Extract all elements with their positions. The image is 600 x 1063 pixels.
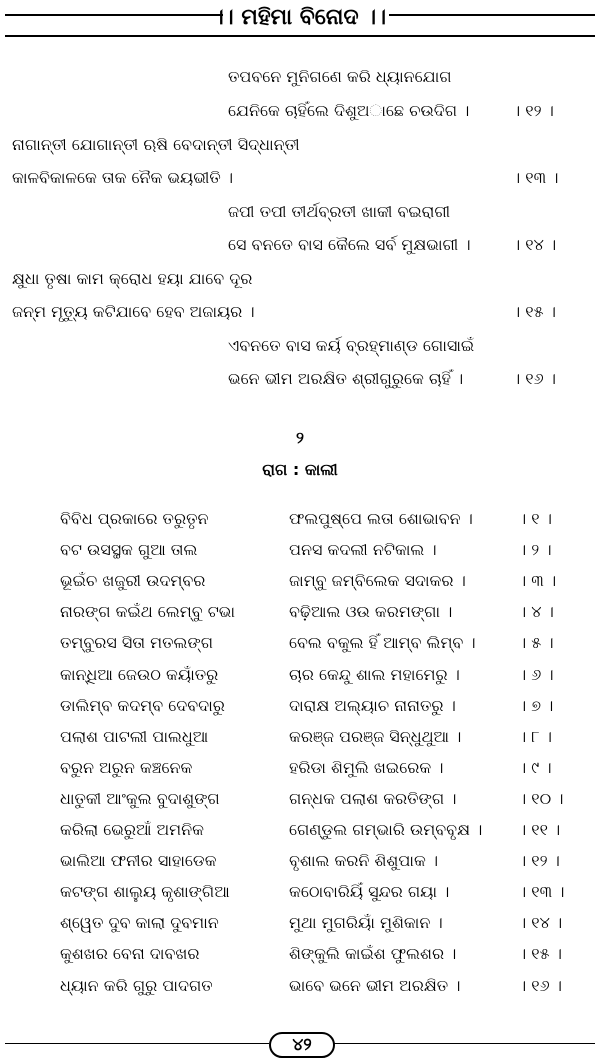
verse-number: । ୧୦ । [519,789,564,808]
section-number: ୨ [296,428,304,447]
verse-right-half: କରଞ୍ଜ ପରଞ୍ଜ ସିନ୍ଧୁଥୁଆ । [289,727,462,746]
verse-right-half: ଫଲପୁଷ୍ପେ ଲତା ଶୋଭାବନ । [289,509,473,528]
verse-number: । ୩ । [519,571,557,590]
verse-line: କ୍ଷୁଧା ତୃଷା କାମ କ୍ରୋଧ ହୟା ଯାବେ ଦୂର [12,269,253,288]
verse-right-half: ଶିଙ୍କୁଲି କାଇଁଶ ଫୁଲଶର । [289,944,457,963]
verse-line: ଜନ୍ମ ମୃତ୍ୟୁ କଟିଯାବେ ହେବ ଅଜାୟର । [12,302,255,321]
verse-right-half: ଗନ୍ଧକ ପଲାଶ କରତିଙ୍ଗ । [289,789,457,808]
verse-right-half: ଗେଣ୍ଡୁଲ ଗମ୍ଭାରି ଉମ୍ବବୃକ୍ଷ । [289,820,483,839]
verse-left-half: ନାରଙ୍ଗ କଇଁଥ ଲେମ୍ବୁ ଟଭା [60,602,236,621]
verse-left-half: ତମ୍ବୁରସ ସିତା ମତଲଙ୍ଗ [60,633,214,652]
verse-number: । ୭ । [519,696,554,715]
page-number: ୪୨ [269,1032,335,1058]
verse-left-half: ଶ୍ୱେତ ଦୁବ କାଲା ଦୁବମାନ [60,913,219,932]
verse-left-half: ଭୂଇଁଚ ଖଜୁରୀ ଉଦମ୍ବର [60,571,206,590]
verse-number: । ୧୪ । [519,913,563,932]
verse-right-half: ଦାରାକ୍ଷ ଅଲ୍ୟାଚ ନାନାତରୁ । [289,696,456,715]
verse-right-half: ପନସ କଦଲୀ ନଟିକାଲ । [289,540,437,559]
verse-number: । ୧୬ । [513,369,556,388]
verse-right-half: ଜାମ୍ବୁ ଜମ୍ବିଲେକ ସଦାକର । [289,571,466,590]
verse-right-half: ଭାବେ ଭନେ ଭୀମ ଅରକ୍ଷିତ । [289,976,461,995]
verse-left-half: ବରୁନ ଅରୁନ କଞ୍ଚନେକ [60,758,193,777]
verse-left-half: ଡାଲିମ୍ବ କଦମ୍ବ ଦେବଦାରୁ [60,696,225,715]
verse-right-half: ବୃଶାଲ କରନି ଶିଶୁପାକ । [289,851,439,870]
verse-line: ନାଗାନ୍ତୀ ଯୋଗାନ୍ତୀ ଋଷି ବେଦାନ୍ତୀ ସିଦ୍ଧାନ୍ତୀ [12,135,300,154]
verse-left-half: କାନ୍ଧିଆ ଜେଉଠ କୟାଁତରୁ [60,665,219,684]
verse-line: ଭନେ ଭୀମ ଅରକ୍ଷିତ ଶ୍ରୀଗୁରୁକେ ଚାହିଁ । [228,369,464,388]
verse-left-half: ବିବିଧ ପ୍ରକାରେ ତରୁତୃନ [60,509,209,528]
raga-heading: ରାଗ : କାଲୀ [262,460,338,479]
verse-number: । ୧୨ । [513,101,554,120]
verse-right-half: ହରିଡା ଶିମୁଲି ଖଇରେକ । [289,758,444,777]
verse-left-half: ଧାତୁକୀ ଆଂକୁଲ ବୁଦାଶୁଙ୍ଗ [60,789,220,808]
verse-left-half: କଟଙ୍ଗ ଶାଲୁୟ କୃଶାଙ୍ଗିଆ [60,882,230,901]
verse-line: ସେ ବନତେ ବାସ କୈଲେ ସର୍ବ ମୁକ୍ଷଭାଗୀ । [228,235,471,254]
verse-line: କାଳବିକାଳକେ ତାକ ନୈକ ଭୟଭୀତି । [12,168,234,187]
verse-right-half: ମୁଥା ମୁଗରିୟାଁ ମୁଶିକାନ । [289,913,443,932]
verse-right-half: ବେଲ ବକୁଲ ହିଁ ଆମ୍ବ ଲିମ୍ବ । [289,633,476,652]
verse-number: । ୧ । [519,509,552,528]
verse-number: । ୪ । [519,602,554,621]
verse-number: । ୧୨ । [519,851,560,870]
verse-number: । ୫ । [519,633,554,652]
verse-number: । ୮ । [519,727,552,746]
verse-line: ତପବନେ ମୁନିଗଣେ କରି ଧ୍ୟାନଯୋଗ [228,67,452,86]
verse-left-half: ପଲାଶ ପାଟଲୀ ପାଲଧୁଆ [60,727,209,746]
verse-left-half: ଭାଲିଆ ଫନୀର ସାହାଡେକ [60,851,217,870]
verse-number: । ୧୪ । [513,235,557,254]
verse-line: ଜପୀ ତପୀ ତୀର୍ଥବ୍ରତୀ ଖାକୀ ବଇରାଗୀ [228,202,451,221]
verse-right-half: କଠୋବାରିୟିଁ ସୁନ୍ଦର ଗୟା । [289,882,450,901]
verse-number: । ୧୫ । [513,302,556,321]
page-header-title: ।। ମହିମା ବିନୋଦ ।। [213,5,387,30]
verse-left-half: କରିଲା ଭେରୁଆଁ ଅମନିକ [60,820,204,839]
verse-right-half: ବଢ଼ିଆଲ ଓଉ କରମଙ୍ଗା । [289,602,453,621]
verse-left-half: ଧ୍ୟାନ କରି ଗୁରୁ ପାଦଗତ [60,976,213,995]
verse-number: । ୨ । [519,540,552,559]
verse-number: । ୧୧ । [519,820,561,839]
verse-number: । ୬ । [519,665,554,684]
verse-left-half: ବଟ ଉସସ୍ଥକ ଗୁଆ ତାଲ [60,540,198,559]
verse-number: । ୧୫ । [519,944,562,963]
verse-number: । ୧୩ । [513,168,559,187]
verse-line: ଯେନିକେ ଚାହିଁଲେ ଦିଶୁଅାଛେ ଚଉଦିଗ । [228,101,470,120]
verse-number: । ୧୬ । [519,976,562,995]
footer-rule-right [331,1043,595,1044]
verse-number: । ୧୩ । [519,882,565,901]
verse-number: । ୯ । [519,758,552,777]
header-underline [5,35,595,37]
verse-left-half: କୁଶଖର ବେନା ଦାବଖର [60,944,200,963]
footer-rule-left [5,1043,269,1044]
verse-line: ଏବନତେ ବାସ କର୍ୟ ବ୍ରହ୍ମାଣ୍ଡ ଗୋସାଇଁ [228,336,475,355]
verse-right-half: ଚାର କେନ୍ଦୁ ଶାଲ ମହାମେରୁ । [289,665,460,684]
